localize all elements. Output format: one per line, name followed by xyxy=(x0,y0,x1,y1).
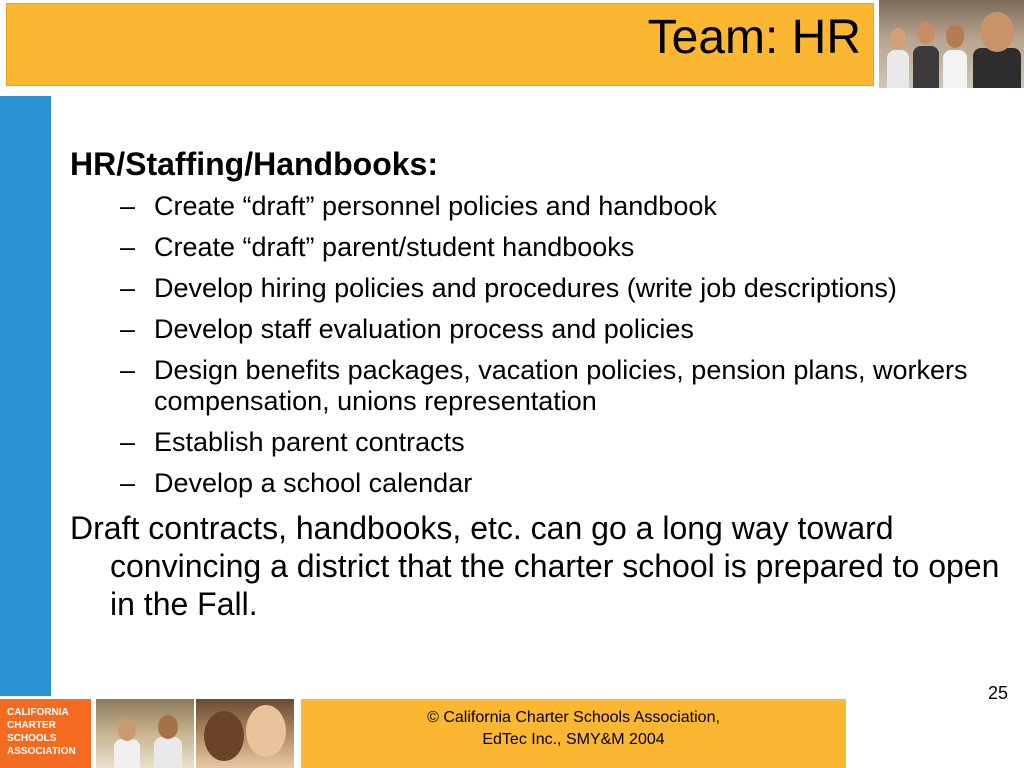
list-item-text: Design benefits packages, vacation policies, pension plans, workers compensation, unions representation xyxy=(154,354,968,416)
dash-marker: – xyxy=(120,231,136,262)
list-item xyxy=(120,468,990,499)
copyright-line: © California Charter Schools Association, xyxy=(427,709,720,726)
dash-marker: – xyxy=(120,426,136,457)
bullet-list xyxy=(70,191,990,499)
title-bar xyxy=(6,3,874,86)
list-item xyxy=(120,232,990,263)
csa-logo xyxy=(0,699,91,768)
children-photo xyxy=(196,699,294,768)
list-item xyxy=(120,273,924,304)
list-item xyxy=(120,314,990,345)
copyright-footer xyxy=(301,699,846,768)
list-item-text: Develop staff evaluation process and policies xyxy=(154,313,694,344)
logo-line: ASSOCIATION xyxy=(7,746,76,757)
list-item xyxy=(120,355,974,417)
list-item-text: Develop hiring policies and procedures (write job descriptions) xyxy=(154,272,897,303)
dash-marker: – xyxy=(120,272,136,303)
left-accent-bar xyxy=(0,96,51,696)
dash-marker: – xyxy=(120,467,136,498)
dash-marker: – xyxy=(120,190,136,221)
list-item-text: Create “draft” parent/student handbooks xyxy=(154,231,635,262)
copyright-line: EdTec Inc., SMY&M 2004 xyxy=(482,731,665,748)
slide-content xyxy=(70,146,1000,623)
logo-line: CHARTER xyxy=(7,720,56,731)
logo-line: SCHOOLS xyxy=(7,733,57,744)
section-heading: HR/Staffing/Handbooks: xyxy=(70,146,438,182)
list-item xyxy=(120,191,990,222)
dash-marker: – xyxy=(120,354,136,385)
classroom-photo xyxy=(96,699,194,768)
list-item-text: Create “draft” personnel policies and handbook xyxy=(154,190,717,221)
page-number: 25 xyxy=(988,683,1009,703)
slide-title: Team: HR xyxy=(647,11,861,64)
list-item-text: Establish parent contracts xyxy=(154,426,465,457)
students-photo xyxy=(879,0,1024,88)
dash-marker: – xyxy=(120,313,136,344)
list-item-text: Develop a school calendar xyxy=(154,467,473,498)
summary-paragraph: Draft contracts, handbooks, etc. can go a long way toward convincing a district that the charter school is prepared to open in the Fall. xyxy=(70,509,1000,622)
logo-line: CALIFORNIA xyxy=(7,707,69,718)
list-item xyxy=(120,427,990,458)
